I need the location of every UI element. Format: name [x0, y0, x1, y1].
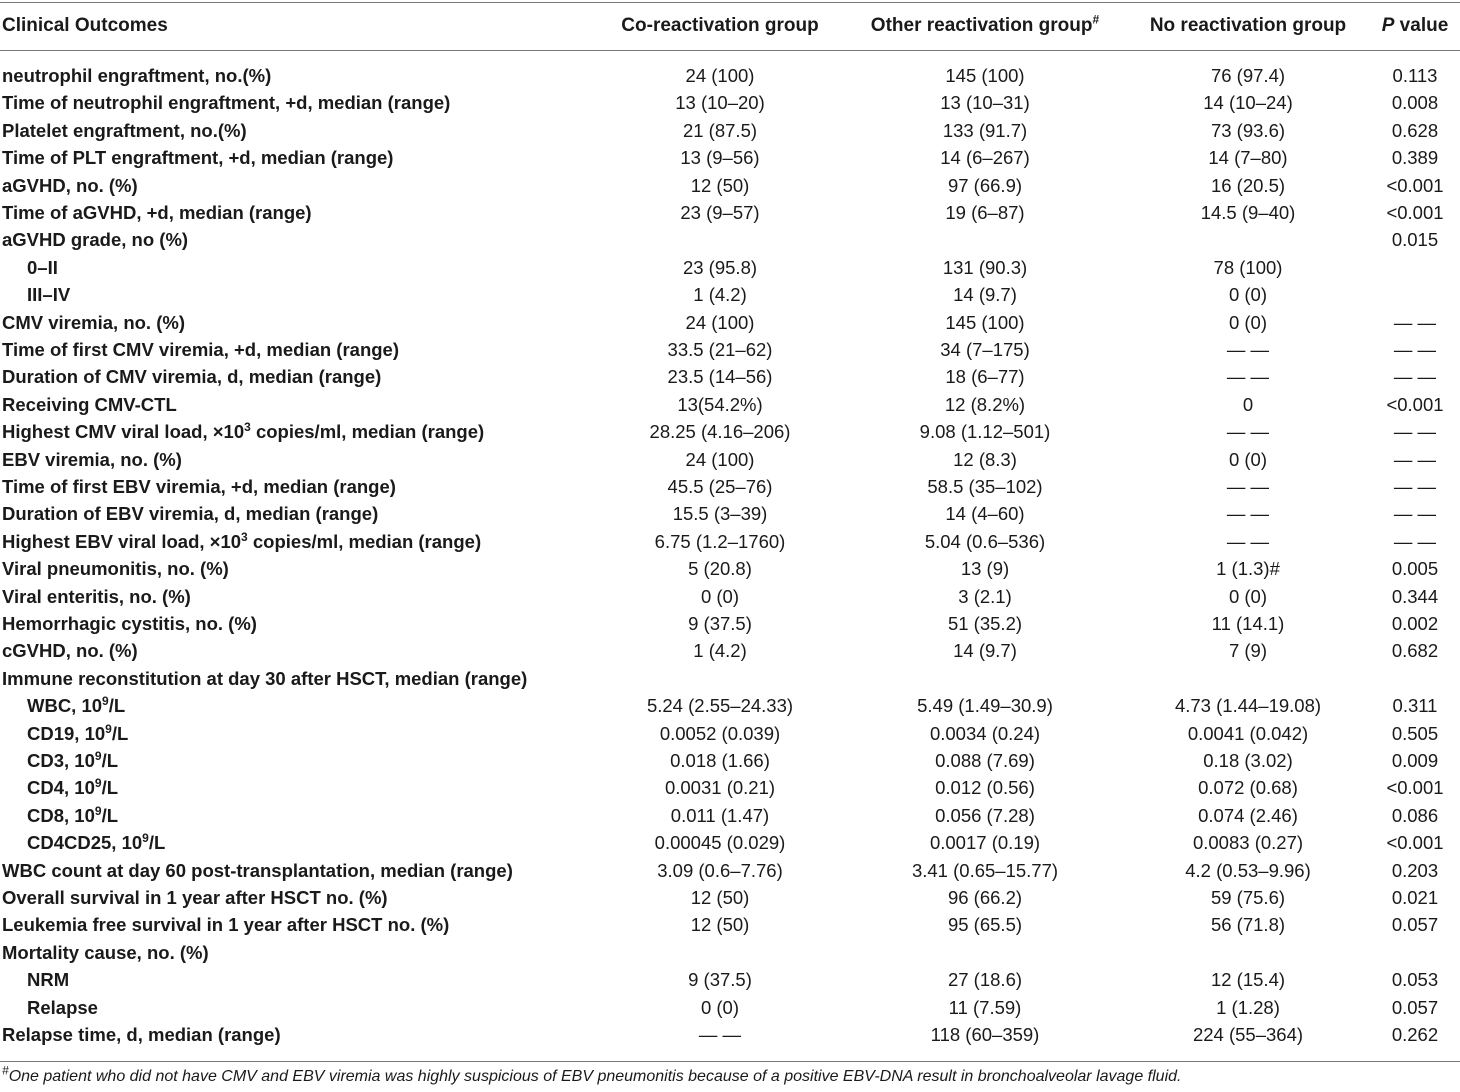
other-reactivation-value: 14 (6–267): [940, 147, 1030, 169]
table-row: [0, 720, 1460, 747]
row-label: Duration of EBV viremia, d, median (range): [2, 503, 379, 525]
other-reactivation-value: 118 (60–359): [930, 1024, 1040, 1045]
p-value: — —: [1393, 503, 1437, 525]
row-label: neutrophil engraftment, no.(%): [2, 65, 272, 86]
no-reactivation-value: 59 (75.6): [1210, 887, 1286, 908]
other-reactivation-value: 0.012 (0.56): [935, 777, 1035, 799]
co-reactivation-value: 5.24 (2.55–24.33): [646, 695, 794, 717]
no-reactivation-value: 16 (20.5): [1210, 174, 1286, 196]
row-label: Highest EBV viral load, $\times 10^3$ copies/ml, median (range): [2, 529, 482, 552]
co-reactivation-value: 5 (20.8): [688, 558, 752, 580]
p-value: 0.053: [1391, 969, 1439, 991]
top-rule: [0, 2, 1460, 3]
p-value: <0.001: [1386, 202, 1444, 223]
other-reactivation-value: 18 (6–77): [945, 366, 1025, 388]
row-label: Time of neutrophil engraftment, +d, median (range): [2, 92, 451, 114]
row-label: Time of first EBV viremia, +d, median (range): [2, 476, 396, 497]
co-reactivation-value: 0.0052 (0.039): [659, 722, 781, 744]
other-reactivation-value: 5.04 (0.6–536): [924, 530, 1046, 552]
row-label: aGVHD, no. (%): [2, 174, 138, 196]
table-row: [0, 62, 1460, 89]
no-reactivation-value: — —: [1226, 476, 1270, 497]
other-reactivation-value: 27 (18.6): [947, 969, 1023, 991]
p-value: — —: [1393, 476, 1437, 497]
p-value: 0.311: [1392, 695, 1438, 717]
row-label: Leukemia free survival in 1 year after HSCT no. (%): [2, 914, 450, 936]
p-value: 0.002: [1391, 613, 1439, 634]
table-row: [0, 637, 1460, 664]
row-label: Highest CMV viral load, $\times 10^3$ copies/ml, median (range): [2, 420, 485, 443]
no-reactivation-value: 0 (0): [1228, 311, 1268, 333]
co-reactivation-value: 23 (9–57): [680, 202, 760, 223]
no-reactivation-value: 0.18 (3.02): [1203, 750, 1293, 771]
row-label: Mortality cause, no. (%): [2, 941, 209, 963]
p-value: 0.505: [1391, 722, 1439, 744]
co-reactivation-value: 0 (0): [700, 996, 740, 1018]
other-reactivation-value: 133 (91.7): [942, 119, 1028, 141]
no-reactivation-value: 0.072 (0.68): [1198, 777, 1298, 799]
row-label: EBV viremia, no. (%): [2, 448, 182, 470]
row-label: Time of PLT engraftment, +d, median (range): [2, 147, 394, 169]
table-row: [0, 500, 1460, 527]
co-reactivation-value: 24 (100): [685, 311, 755, 333]
p-value: — —: [1393, 448, 1437, 470]
header-co-reactivation: Co-reactivation group: [621, 15, 819, 36]
no-reactivation-value: 1 (1.3)#: [1216, 558, 1280, 580]
table-row: [0, 774, 1460, 801]
other-reactivation-value: 145 (100): [945, 65, 1025, 86]
p-value: 0.057: [1391, 914, 1439, 936]
table-row: [0, 665, 1460, 692]
co-reactivation-value: 13(54.2%): [677, 393, 763, 415]
table-row: [0, 226, 1460, 253]
table-row: [0, 610, 1460, 637]
co-reactivation-value: 9 (37.5): [688, 613, 752, 634]
table-row: [0, 966, 1460, 993]
no-reactivation-value: 0.0041 (0.042): [1187, 722, 1309, 744]
co-reactivation-value: 0.0031 (0.21): [664, 777, 776, 799]
no-reactivation-value: 0 (0): [1228, 448, 1268, 470]
p-value: 0.015: [1391, 229, 1439, 251]
row-label: aGVHD grade, no (%): [2, 229, 189, 251]
co-reactivation-value: 1 (4.2): [693, 640, 747, 662]
row-label: CD4, $10^9/L$: [27, 776, 119, 799]
row-label: Viral enteritis, no. (%): [2, 585, 191, 607]
p-value: 0.262: [1391, 1024, 1439, 1045]
no-reactivation-value: 7 (9): [1228, 640, 1268, 662]
table-row: [0, 747, 1460, 774]
p-value: 0.389: [1391, 147, 1439, 169]
co-reactivation-value: 28.25 (4.16–206): [649, 421, 791, 443]
p-value: <0.001: [1386, 832, 1444, 854]
header-other-reactivation: Other reactivation group#: [870, 12, 1100, 36]
row-label: Time of first CMV viremia, +d, median (range): [2, 339, 399, 360]
p-value: — —: [1393, 339, 1437, 360]
table-row: [0, 144, 1460, 171]
co-reactivation-value: 45.5 (25–76): [667, 476, 773, 497]
table-row: [0, 583, 1460, 610]
table-header: [0, 10, 1460, 42]
co-reactivation-value: 0 (0): [700, 585, 740, 607]
p-value: 0.009: [1391, 750, 1439, 771]
no-reactivation-value: 14.5 (9–40): [1200, 202, 1296, 223]
row-label: Relapse time, d, median (range): [2, 1024, 281, 1045]
no-reactivation-value: 0 (0): [1228, 585, 1268, 607]
other-reactivation-value: 9.08 (1.12–501): [919, 421, 1051, 443]
header-clinical-outcomes: Clinical Outcomes: [2, 15, 168, 36]
no-reactivation-value: 224 (55–364): [1192, 1024, 1304, 1045]
other-reactivation-value: 12 (8.3): [953, 448, 1017, 470]
p-value: <0.001: [1386, 174, 1444, 196]
row-label: Relapse: [27, 996, 98, 1018]
co-reactivation-value: 3.09 (0.6–7.76): [657, 859, 783, 881]
row-label: CMV viremia, no. (%): [2, 311, 185, 333]
other-reactivation-value: 96 (66.2): [947, 887, 1023, 908]
co-reactivation-value: 6.75 (1.2–1760): [654, 530, 786, 552]
row-label: WBC, $10^9/L$: [27, 694, 126, 717]
table-row: [0, 994, 1460, 1021]
p-value: <0.001: [1386, 393, 1444, 415]
no-reactivation-value: — —: [1226, 339, 1270, 360]
no-reactivation-value: 0 (0): [1228, 284, 1268, 306]
table-row: [0, 884, 1460, 911]
bottom-rule: [0, 1061, 1460, 1062]
table-row: [0, 391, 1460, 418]
row-label: Time of aGVHD, +d, median (range): [2, 202, 312, 223]
other-reactivation-value: 145 (100): [945, 311, 1025, 333]
header-p-value: P value: [1381, 15, 1449, 36]
other-reactivation-value: 11 (7.59): [948, 996, 1022, 1018]
row-label: CD19, $10^9/L$: [27, 721, 129, 744]
row-label: Overall survival in 1 year after HSCT no. (%): [2, 887, 388, 908]
table-row: [0, 254, 1460, 281]
co-reactivation-value: 0.00045 (0.029): [654, 832, 786, 854]
row-label: CD8, $10^9/L$: [27, 803, 119, 826]
table-row: [0, 446, 1460, 473]
no-reactivation-value: 14 (10–24): [1203, 92, 1293, 114]
co-reactivation-value: 0.011 (1.47): [670, 804, 770, 826]
p-value: 0.113: [1392, 65, 1438, 86]
other-reactivation-value: 0.0017 (0.19): [929, 832, 1041, 854]
no-reactivation-value: 78 (100): [1213, 256, 1283, 278]
row-label: Platelet engraftment, no.(%): [2, 119, 247, 141]
other-reactivation-value: 0.088 (7.69): [935, 750, 1035, 771]
p-value: 0.344: [1391, 585, 1439, 607]
row-label: Receiving CMV-CTL: [2, 393, 177, 415]
row-label: III–IV: [27, 284, 71, 306]
no-reactivation-value: 0: [1242, 393, 1254, 415]
table-row: [0, 802, 1460, 829]
p-value: — —: [1393, 311, 1437, 333]
other-reactivation-value: 97 (66.9): [947, 174, 1023, 196]
table-row: [0, 555, 1460, 582]
co-reactivation-value: 0.018 (1.66): [670, 750, 770, 771]
table-row: [0, 281, 1460, 308]
other-reactivation-value: 3.41 (0.65–15.77): [911, 859, 1059, 881]
p-value: — —: [1393, 530, 1437, 552]
row-label: CD4CD25, $10^9/L$: [27, 831, 166, 854]
table-row: [0, 117, 1460, 144]
co-reactivation-value: 24 (100): [685, 448, 755, 470]
table-row: [0, 857, 1460, 884]
header-rule: [0, 50, 1460, 51]
p-value: 0.628: [1391, 119, 1439, 141]
table-row: [0, 939, 1460, 966]
table-row: [0, 89, 1460, 116]
table-row: [0, 1021, 1460, 1048]
p-value: 0.005: [1391, 558, 1439, 580]
no-reactivation-value: 11 (14.1): [1211, 613, 1285, 634]
table-row: [0, 418, 1460, 445]
no-reactivation-value: — —: [1226, 421, 1270, 443]
table-row: [0, 528, 1460, 555]
p-value: 0.086: [1391, 804, 1439, 826]
co-reactivation-value: 23.5 (14–56): [667, 366, 773, 388]
co-reactivation-value: 12 (50): [690, 887, 750, 908]
row-label: NRM: [27, 969, 70, 991]
table-row: [0, 309, 1460, 336]
table-row: [0, 692, 1460, 719]
table-row: [0, 199, 1460, 226]
other-reactivation-value: 13 (9): [960, 558, 1010, 580]
other-reactivation-value: 5.49 (1.49–30.9): [917, 695, 1053, 717]
p-value: 0.008: [1391, 92, 1439, 114]
row-label: Duration of CMV viremia, d, median (range): [2, 366, 382, 388]
no-reactivation-value: 4.73 (1.44–19.08): [1174, 695, 1322, 717]
row-label: Viral pneumonitis, no. (%): [2, 558, 229, 580]
row-label: 0–II: [27, 256, 58, 278]
no-reactivation-value: 76 (97.4): [1210, 65, 1286, 86]
p-value: <0.001: [1386, 777, 1444, 799]
other-reactivation-value: 0.0034 (0.24): [929, 722, 1041, 744]
no-reactivation-value: — —: [1226, 366, 1270, 388]
co-reactivation-value: 1 (4.2): [693, 284, 747, 306]
no-reactivation-value: 1 (1.28): [1216, 996, 1280, 1018]
no-reactivation-value: 14 (7–80): [1208, 147, 1288, 169]
co-reactivation-value: 33.5 (21–62): [667, 339, 773, 360]
other-reactivation-value: 12 (8.2%): [944, 393, 1026, 415]
p-value: — —: [1393, 366, 1437, 388]
other-reactivation-value: 58.5 (35–102): [927, 476, 1043, 497]
other-reactivation-value: 0.056 (7.28): [935, 804, 1035, 826]
other-reactivation-value: 51 (35.2): [947, 613, 1023, 634]
row-label: cGVHD, no. (%): [2, 640, 138, 662]
other-reactivation-value: 19 (6–87): [945, 202, 1025, 223]
no-reactivation-value: — —: [1226, 503, 1270, 525]
p-value: 0.682: [1391, 640, 1439, 662]
no-reactivation-value: — —: [1226, 530, 1270, 552]
co-reactivation-value: 13 (9–56): [680, 147, 760, 169]
other-reactivation-value: 14 (9.7): [953, 640, 1017, 662]
row-label: Immune reconstitution at day 30 after HSCT, median (range): [2, 667, 528, 689]
other-reactivation-value: 131 (90.3): [942, 256, 1028, 278]
other-reactivation-value: 13 (10–31): [940, 92, 1030, 114]
table-row: [0, 473, 1460, 500]
table-row: [0, 829, 1460, 856]
co-reactivation-value: 21 (87.5): [682, 119, 758, 141]
table-row: [0, 336, 1460, 363]
no-reactivation-value: 12 (15.4): [1210, 969, 1286, 991]
header-no-reactivation: No reactivation group: [1149, 15, 1347, 36]
co-reactivation-value: 24 (100): [685, 65, 755, 86]
co-reactivation-value: — —: [698, 1024, 742, 1045]
other-reactivation-value: 14 (4–60): [945, 503, 1025, 525]
p-value: — —: [1393, 421, 1437, 443]
co-reactivation-value: 12 (50): [690, 174, 750, 196]
co-reactivation-value: 15.5 (3–39): [672, 503, 768, 525]
no-reactivation-value: 73 (93.6): [1210, 119, 1286, 141]
no-reactivation-value: 0.074 (2.46): [1198, 804, 1298, 826]
no-reactivation-value: 56 (71.8): [1210, 914, 1286, 936]
other-reactivation-value: 95 (65.5): [947, 914, 1023, 936]
row-label: WBC count at day 60 post-transplantation, median (range): [2, 859, 513, 881]
table-row: [0, 172, 1460, 199]
other-reactivation-value: 3 (2.1): [958, 585, 1012, 607]
no-reactivation-value: 4.2 (0.53–9.96): [1185, 859, 1311, 881]
no-reactivation-value: 0.0083 (0.27): [1192, 832, 1304, 854]
other-reactivation-value: 34 (7–175): [940, 339, 1030, 360]
footnote: #One patient who did not have CMV and EBV viremia was highly suspicious of EBV pneumonitis because of a positive EBV-DNA result in bronchoalveolar lavage fluid.: [2, 1063, 1182, 1085]
row-label: CD3, $10^9/L$: [27, 748, 119, 771]
co-reactivation-value: 13 (10–20): [675, 92, 765, 114]
p-value: 0.203: [1391, 859, 1439, 881]
row-label: Hemorrhagic cystitis, no. (%): [2, 613, 257, 634]
co-reactivation-value: 9 (37.5): [688, 969, 752, 991]
p-value: 0.021: [1391, 887, 1439, 908]
table-row: [0, 911, 1460, 938]
co-reactivation-value: 12 (50): [690, 914, 750, 936]
table-row: [0, 363, 1460, 390]
other-reactivation-value: 14 (9.7): [953, 284, 1017, 306]
p-value: 0.057: [1391, 996, 1439, 1018]
co-reactivation-value: 23 (95.8): [682, 256, 758, 278]
